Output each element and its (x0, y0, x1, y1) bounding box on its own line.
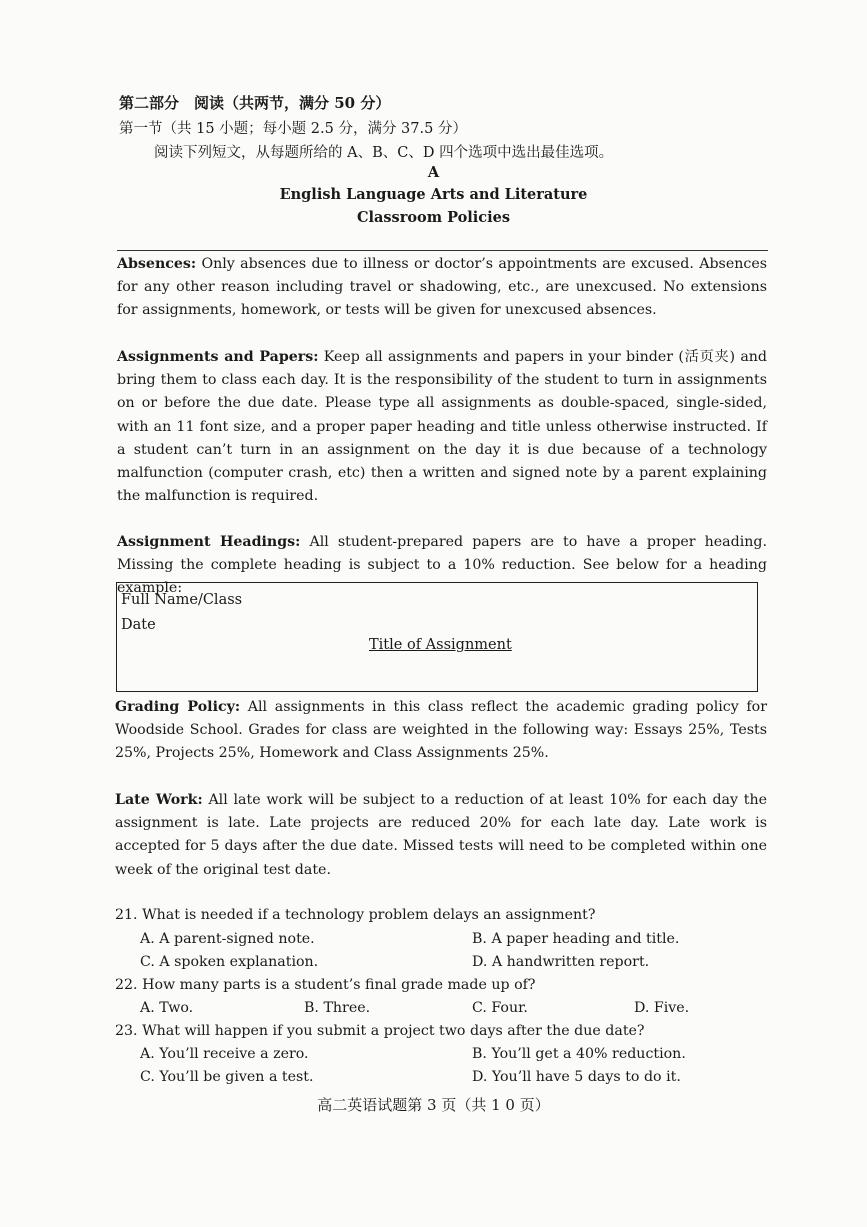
part-title: 第二部分 阅读（共两节，满分 50 分） (119, 94, 391, 112)
option-b[interactable]: B. A paper heading and title. (472, 931, 680, 947)
option-d[interactable]: D. Five. (634, 1000, 690, 1016)
subsection-title: 第一节（共 15 小题；每小题 2.5 分，满分 37.5 分） (119, 121, 467, 137)
paragraph-text: All student-prepared papers are to have a proper heading. Missing the complete heading is subject to a 10% reduction. See below for a heading example: (117, 534, 767, 597)
paragraph-heading: Assignments and Papers: (117, 349, 319, 365)
paragraph-grading (115, 696, 767, 766)
passage-letter: A (427, 164, 440, 181)
option-b[interactable]: B. You’ll get a 40% reduction. (472, 1046, 686, 1062)
option-c[interactable]: C. You’ll be given a test. (140, 1069, 314, 1085)
heading-example-box (116, 582, 758, 692)
paragraph-text: Keep all assignments and papers in your binder (活页夹) and bring them to class each day. It is the responsibility of the student to turn in assignments on or before the due date. Please type all assignments as double-spaced, single-sided, with an 11 font size, and a proper paper heading and title unless otherwise instructed. If a student can’t turn in an assignment on the day it is due because of a technology malfunction (computer crash, etc) then a written and signed note by a parent explaining the malfunction is required. (117, 349, 767, 505)
paragraph-text: Only absences due to illness or doctor’s appointments are excused. Absences for any other reason including travel or shadowing, etc., are unexcused. No extensions for assignments, homework, or tests will be given for unexcused absences. (117, 256, 767, 319)
paragraph-late-work (115, 789, 767, 882)
paragraph-absences (117, 253, 767, 323)
page-footer: 高二英语试题第 3 页（共 1 0 页） (317, 1096, 550, 1114)
option-a[interactable]: A. You’ll receive a zero. (140, 1046, 309, 1062)
option-a[interactable]: A. Two. (140, 1000, 194, 1016)
option-b[interactable]: B. Three. (304, 1000, 371, 1016)
instruction: 阅读下列短文，从每题所给的 A、B、C、D 四个选项中选出最佳选项。 (154, 145, 614, 161)
question-stem: 22. How many parts is a student’s final grade made up of? (115, 977, 536, 993)
question-stem: 23. What will happen if you submit a project two days after the due date? (115, 1023, 645, 1039)
example-title: Title of Assignment (369, 637, 512, 653)
paragraph-text: All late work will be subject to a reduction of at least 10% for each day the assignment is late. Late projects are reduced 20% for each late day. Late work is accepted for 5 days after the due date. Missed tests will need to be completed within one week of the original test date. (115, 792, 768, 878)
paragraph-heading: Absences: (117, 256, 197, 272)
option-d[interactable]: D. A handwritten report. (472, 954, 650, 970)
divider (117, 250, 768, 251)
question-stem: 21. What is needed if a technology problem delays an assignment? (115, 907, 596, 923)
paragraph-assignments (117, 346, 767, 508)
passage-title: English Language Arts and Literature (279, 186, 588, 203)
example-name-class: Full Name/Class (121, 592, 243, 608)
paragraph-heading: Late Work: (115, 792, 203, 808)
option-d[interactable]: D. You’ll have 5 days to do it. (472, 1069, 681, 1085)
option-a[interactable]: A. A parent-signed note. (140, 931, 315, 947)
example-date: Date (121, 617, 156, 633)
paragraph-heading: Grading Policy: (115, 699, 241, 715)
paragraph-heading: Assignment Headings: (117, 534, 301, 550)
paragraph-text: All assignments in this class reflect the academic grading policy for Woodside School. Grades for class are weighted in the following way: Essays 25%, Tests 25%, Projects 25%, Homework and Class Assignments 25%. (115, 699, 767, 762)
option-c[interactable]: C. A spoken explanation. (140, 954, 319, 970)
passage-subtitle: Classroom Policies (356, 209, 511, 226)
option-c[interactable]: C. Four. (472, 1000, 528, 1016)
